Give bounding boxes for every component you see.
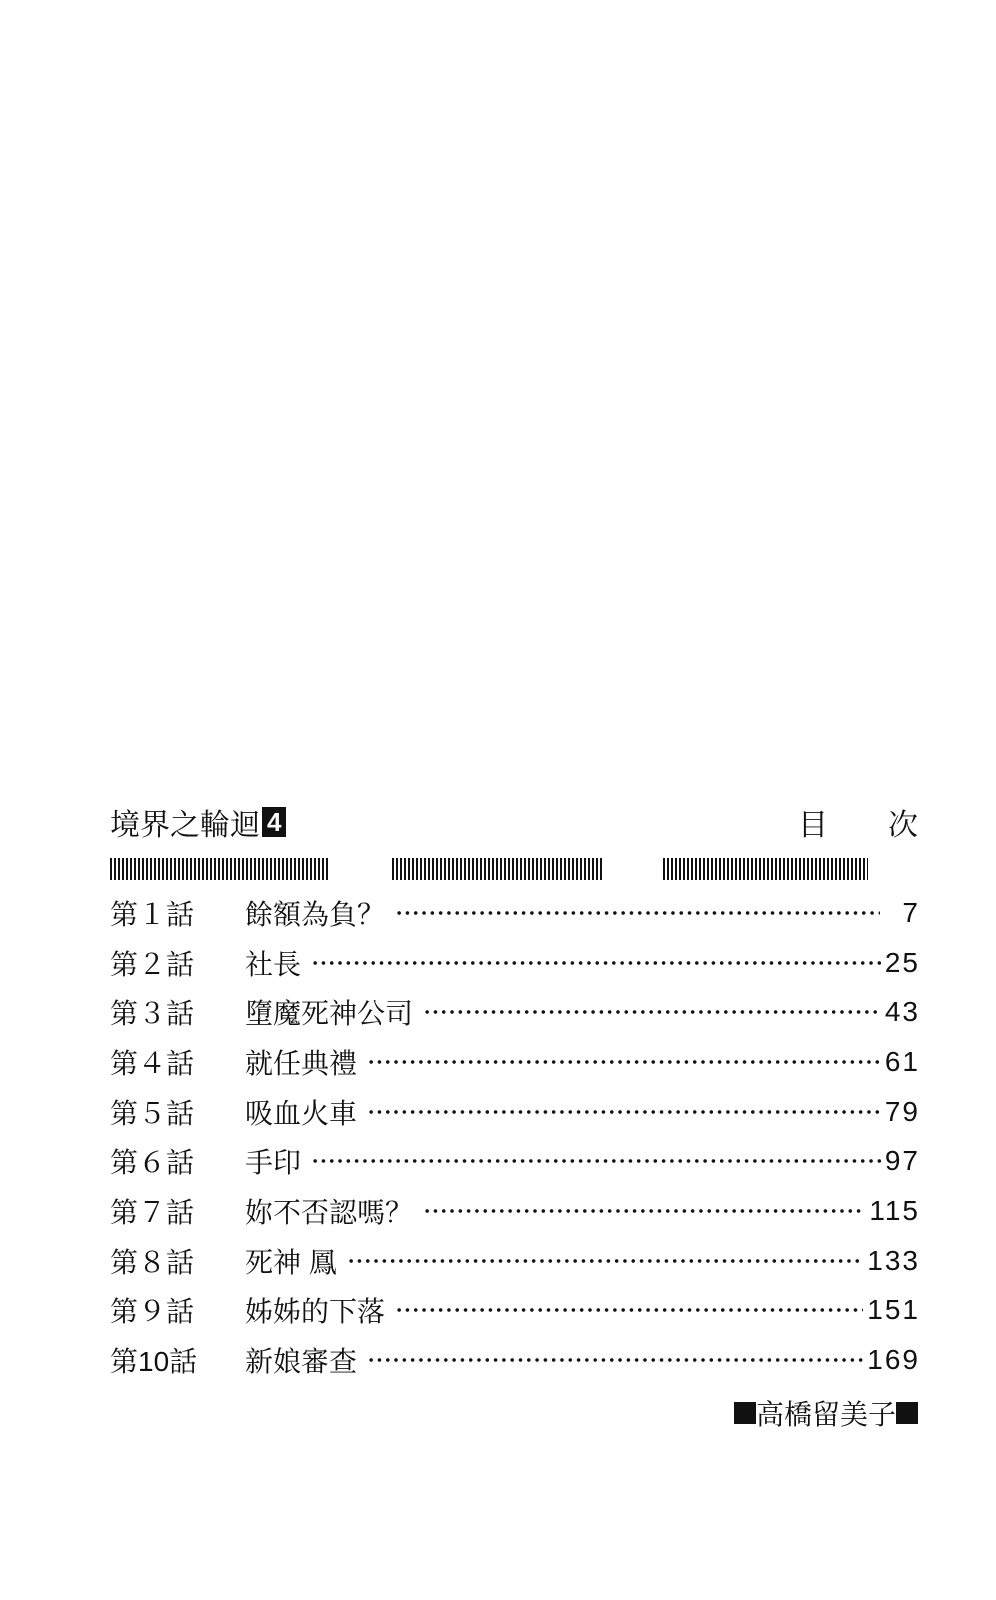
chapter-label: 第10話 <box>110 1346 198 1378</box>
leader-dots <box>423 1009 881 1015</box>
chapter-row[interactable] <box>110 987 920 1037</box>
chapter-row[interactable] <box>110 1087 920 1137</box>
chapter-title: 死神 鳳 <box>245 1246 337 1278</box>
author-credit <box>734 1393 918 1433</box>
chapter-label: 第３話 <box>110 998 195 1030</box>
chapter-label: 第６話 <box>110 1147 195 1179</box>
chapter-title: 妳不否認嗎？ <box>245 1196 414 1228</box>
page-number: 97 <box>884 1145 920 1177</box>
chapter-label: 第７話 <box>110 1196 195 1228</box>
volume-badge: 4 <box>262 807 286 837</box>
chapter-label: 第２話 <box>110 948 195 980</box>
chapter-row[interactable] <box>110 1037 920 1087</box>
square-bullet-icon <box>896 1402 918 1424</box>
leader-dots <box>311 1158 881 1164</box>
chapter-row[interactable] <box>110 938 920 988</box>
leader-dots <box>395 910 880 916</box>
page-number: 151 <box>867 1294 920 1326</box>
leader-dots <box>367 1109 881 1115</box>
chapter-title: 社長 <box>245 948 302 980</box>
decorative-barcode-strip <box>663 858 868 880</box>
chapter-list <box>110 888 920 1385</box>
author-name: 高橋留美子 <box>755 1399 896 1430</box>
chapter-row[interactable] <box>110 1335 920 1385</box>
chapter-label: 第８話 <box>110 1246 195 1278</box>
chapter-row[interactable] <box>110 1286 920 1336</box>
chapter-title: 餘額為負？ <box>245 898 386 930</box>
page-number: 43 <box>884 996 920 1028</box>
square-bullet-icon <box>734 1402 756 1424</box>
chapter-row[interactable] <box>110 1236 920 1286</box>
leader-dots <box>395 1307 863 1313</box>
page-number: 79 <box>884 1095 920 1127</box>
chapter-label: 第４話 <box>110 1047 195 1079</box>
chapter-title: 墮魔死神公司 <box>245 998 414 1030</box>
chapter-title: 吸血火車 <box>245 1097 358 1129</box>
chapter-title: 姊姊的下落 <box>245 1296 386 1328</box>
decorative-barcode-strip <box>110 858 330 880</box>
chapter-row[interactable] <box>110 1136 920 1186</box>
chapter-row[interactable] <box>110 888 920 938</box>
page-number: 25 <box>884 946 920 978</box>
chapter-label: 第９話 <box>110 1296 195 1328</box>
leader-dots <box>423 1208 865 1214</box>
chapter-label: 第１話 <box>110 898 195 930</box>
chapter-title: 手印 <box>245 1147 302 1179</box>
page-number: 7 <box>902 896 920 928</box>
toc-header <box>110 800 978 844</box>
page-number: 169 <box>867 1344 920 1376</box>
chapter-title: 新娘審查 <box>245 1346 358 1378</box>
leader-dots <box>311 960 881 966</box>
page-number: 115 <box>869 1194 920 1226</box>
chapter-row[interactable] <box>110 1186 920 1236</box>
page-number: 61 <box>884 1045 920 1077</box>
decorative-barcode-strip <box>392 858 602 880</box>
leader-dots <box>367 1357 863 1363</box>
chapter-title: 就任典禮 <box>245 1047 358 1079</box>
leader-dots <box>347 1258 864 1264</box>
series-title <box>110 800 286 844</box>
leader-dots <box>367 1059 881 1065</box>
series-name: 境界之輪迴 <box>110 809 260 842</box>
toc-title: 目次 <box>798 809 978 842</box>
chapter-label: 第５話 <box>110 1097 195 1129</box>
page-number: 133 <box>867 1244 920 1276</box>
